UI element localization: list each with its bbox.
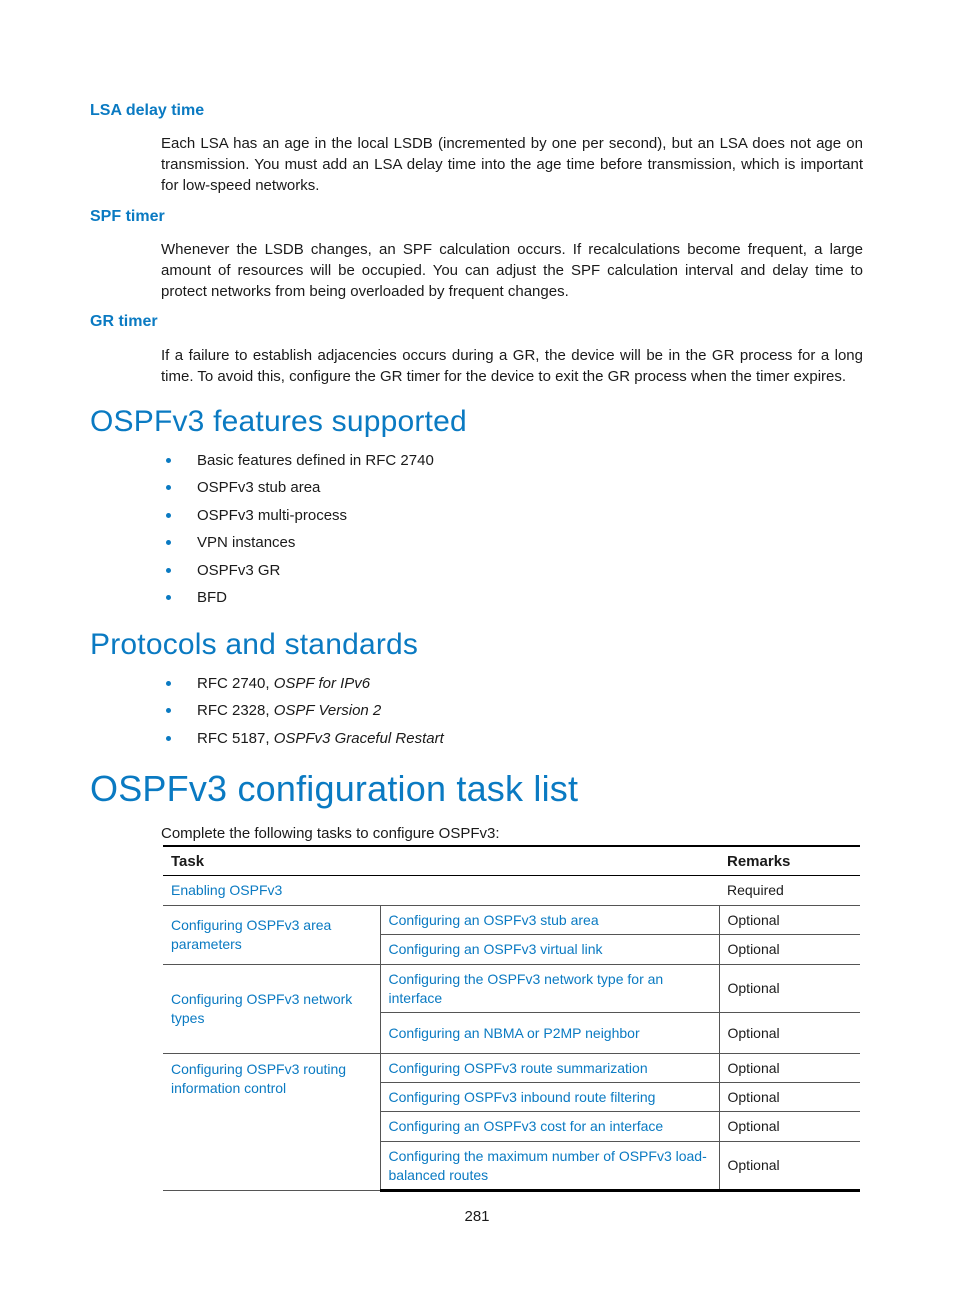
gr-timer-body: If a failure to establish adjacencies occurs during a GR, the device will be in the GR process for a long time. To avoid this, configure the GR timer for the device to exit the GR process when the timer expires. [161, 347, 863, 385]
remark-cell: Required [719, 876, 860, 906]
list-item: OSPFv3 GR [161, 560, 434, 587]
protocols-title: Protocols and standards [90, 628, 419, 661]
list-item: VPN instances [161, 532, 434, 559]
list-item: OSPFv3 stub area [161, 477, 434, 504]
bullet-icon [166, 568, 171, 573]
task-link-inbound-filtering[interactable]: Configuring OSPFv3 inbound route filtering [380, 1083, 719, 1112]
task-link-nbma-neighbor[interactable]: Configuring an NBMA or P2MP neighbor [380, 1013, 719, 1054]
list-item: RFC 2328, OSPF Version 2 [161, 700, 444, 727]
table-row [163, 906, 860, 935]
task-list-title: OSPFv3 configuration task list [90, 768, 579, 809]
bullet-icon [166, 458, 171, 463]
list-item: OSPFv3 multi-process [161, 505, 434, 532]
task-table [163, 845, 860, 1192]
task-link-route-summarization[interactable]: Configuring OSPFv3 route summarization [380, 1054, 719, 1083]
task-link-network-type-interface[interactable]: Configuring the OSPFv3 network type for an interface [380, 965, 719, 1013]
list-item: RFC 2740, OSPF for IPv6 [161, 673, 444, 700]
remark-cell: Optional [719, 906, 860, 935]
bullet-icon [166, 595, 171, 600]
lsa-delay-body: Each LSA has an age in the local LSDB (incremented by one per second), but an LSA does not age on transmission. You must add an LSA delay time into the age time before transmission, which is important for low-speed networks. [161, 135, 863, 194]
bullet-icon [166, 540, 171, 545]
remarks-column-header: Remarks [719, 846, 860, 876]
task-column-header: Task [163, 846, 719, 876]
remark-cell: Optional [719, 1083, 860, 1112]
list-item: BFD [161, 587, 434, 614]
gr-timer-heading: GR timer [90, 313, 158, 330]
protocols-list [161, 673, 444, 755]
spf-timer-body: Whenever the LSDB changes, an SPF calculation occurs. If recalculations become frequent, a large amount of resources will be occupied. You can adjust the SPF calculation interval and delay time to protect networks from being overloaded by frequent changes. [161, 241, 863, 300]
task-link-load-balanced-routes[interactable]: Configuring the maximum number of OSPFv3 load-balanced routes [380, 1142, 719, 1191]
lsa-delay-heading: LSA delay time [90, 102, 205, 119]
task-link-area-parameters[interactable]: Configuring OSPFv3 area parameters [163, 906, 380, 965]
table-row [163, 876, 860, 906]
task-link-routing-control[interactable]: Configuring OSPFv3 routing information control [163, 1054, 380, 1191]
task-link-interface-cost[interactable]: Configuring an OSPFv3 cost for an interface [380, 1112, 719, 1142]
task-list-intro: Complete the following tasks to configure OSPFv3: [161, 825, 500, 842]
bullet-icon [166, 485, 171, 490]
bullet-icon [166, 736, 171, 741]
bullet-icon [166, 708, 171, 713]
remark-cell: Optional [719, 965, 860, 1013]
task-link-stub-area[interactable]: Configuring an OSPFv3 stub area [380, 906, 719, 935]
features-list [161, 450, 434, 614]
table-header-row [163, 846, 860, 876]
features-title: OSPFv3 features supported [90, 405, 467, 438]
list-item: Basic features defined in RFC 2740 [161, 450, 434, 477]
remark-cell: Optional [719, 1054, 860, 1083]
remark-cell: Optional [719, 1142, 860, 1191]
remark-cell: Optional [719, 935, 860, 965]
table-row [163, 1054, 860, 1083]
task-link-virtual-link[interactable]: Configuring an OSPFv3 virtual link [380, 935, 719, 965]
bullet-icon [166, 681, 171, 686]
list-item: RFC 5187, OSPFv3 Graceful Restart [161, 728, 444, 755]
remark-cell: Optional [719, 1013, 860, 1054]
remark-cell: Optional [719, 1112, 860, 1142]
table-row [163, 965, 860, 1013]
task-link-enabling[interactable]: Enabling OSPFv3 [163, 876, 719, 906]
task-link-network-types[interactable]: Configuring OSPFv3 network types [163, 965, 380, 1054]
spf-timer-heading: SPF timer [90, 208, 165, 225]
bullet-icon [166, 513, 171, 518]
page-number: 281 [464, 1208, 490, 1225]
